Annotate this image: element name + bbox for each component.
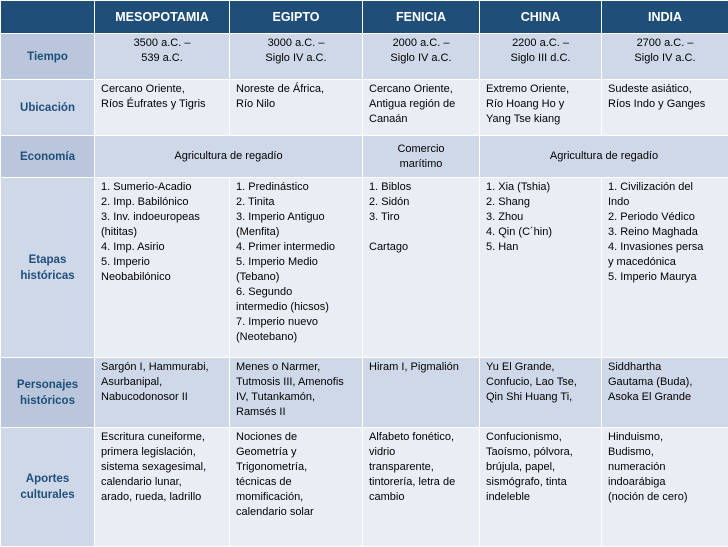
cell-aportes-mesopotamia: Escritura cuneiforme, primera legislación, sistema sexagesimal, calendario lunar, arado, rueda, ladrillo — [95, 428, 230, 547]
cell-etapas-china: 1. Xia (Tshia) 2. Shang 3. Zhou 4. Qin (C´hin) 5. Han — [480, 178, 602, 358]
row-label-ubicacion: Ubicación — [1, 80, 95, 136]
row-ubicacion — [1, 80, 728, 136]
col-fenicia: FENICIA — [363, 1, 480, 34]
row-aportes — [1, 428, 728, 547]
cell-ubicacion-egipto: Noreste de África, Río Nilo — [230, 80, 363, 136]
cell-economia-china-india: Agricultura de regadío — [480, 136, 728, 178]
col-egipto: EGIPTO — [230, 1, 363, 34]
row-economia — [1, 136, 728, 178]
cell-personajes-china: Yu El Grande, Confucio, Lao Tse, Qin Shi Huang Ti, — [480, 358, 602, 428]
row-label-personajes: Personajes históricos — [1, 358, 95, 428]
cell-personajes-india: Siddhartha Gautama (Buda), Asoka El Grande — [602, 358, 728, 428]
cell-aportes-china: Confucionismo, Taoísmo, pólvora, brújula, papel, sismógrafo, tinta indeleble — [480, 428, 602, 547]
row-tiempo — [1, 34, 728, 80]
cell-personajes-fenicia: Hiram I, Pigmalión — [363, 358, 480, 428]
cell-aportes-india: Hinduismo, Budismo, numeración indoarábiga (noción de cero) — [602, 428, 728, 547]
cell-personajes-egipto: Menes o Narmer, Tutmosis III, Amenofis IV, Tutankamón, Ramsés II — [230, 358, 363, 428]
cell-ubicacion-india: Sudeste asiático, Ríos Indo y Ganges — [602, 80, 728, 136]
row-label-aportes: Aportes culturales — [1, 428, 95, 547]
row-etapas — [1, 178, 728, 358]
cell-tiempo-india: 2700 a.C. – Siglo IV a.C. — [602, 34, 728, 80]
cell-aportes-egipto: Nociones de Geometría y Trigonometría, técnicas de momificación, calendario solar — [230, 428, 363, 547]
row-label-etapas: Etapas históricas — [1, 178, 95, 358]
corner-cell — [1, 1, 95, 34]
header-row — [1, 1, 728, 34]
cell-etapas-fenicia: 1. Biblos 2. Sidón 3. Tiro Cartago — [363, 178, 480, 358]
cell-etapas-egipto: 1. Predinástico 2. Tinita 3. Imperio Antiguo (Menfita) 4. Primer intermedio 5. Imperio Medio (Tebano) 6. Segundo intermedio (hicsos) 7. Imperio nuevo (Neotebano) — [230, 178, 363, 358]
col-mesopotamia: MESOPOTAMIA — [95, 1, 230, 34]
cell-tiempo-mesopotamia: 3500 a.C. – 539 a.C. — [95, 34, 230, 80]
cell-ubicacion-china: Extremo Oriente, Río Hoang Ho y Yang Tse kiang — [480, 80, 602, 136]
cell-personajes-mesopotamia: Sargón I, Hammurabi, Asurbanipal, Nabucodonosor II — [95, 358, 230, 428]
cell-economia-mesopotamia-egipto: Agricultura de regadío — [95, 136, 363, 178]
cell-tiempo-fenicia: 2000 a.C. – Siglo IV a.C. — [363, 34, 480, 80]
col-china: CHINA — [480, 1, 602, 34]
col-india: INDIA — [602, 1, 728, 34]
cell-tiempo-china: 2200 a.C. – Siglo III d.C. — [480, 34, 602, 80]
cell-etapas-mesopotamia: 1. Sumerio-Acadio 2. Imp. Babilónico 3. Inv. indoeuropeas (hititas) 4. Imp. Asirio 5. Imperio Neobabilónico — [95, 178, 230, 358]
cell-ubicacion-fenicia: Cercano Oriente, Antigua región de Canaán — [363, 80, 480, 136]
row-label-tiempo: Tiempo — [1, 34, 95, 80]
row-personajes — [1, 358, 728, 428]
row-label-economia: Economía — [1, 136, 95, 178]
cell-economia-fenicia: Comercio marítimo — [363, 136, 480, 178]
cell-tiempo-egipto: 3000 a.C. – Siglo IV a.C. — [230, 34, 363, 80]
cell-etapas-india: 1. Civilización del Indo 2. Periodo Védico 3. Reino Maghada 4. Invasiones persa y macedónica 5. Imperio Maurya — [602, 178, 728, 358]
cell-aportes-fenicia: Alfabeto fonético, vidrio transparente, tintorería, letra de cambio — [363, 428, 480, 547]
cell-ubicacion-mesopotamia: Cercano Oriente, Ríos Éufrates y Tigris — [95, 80, 230, 136]
